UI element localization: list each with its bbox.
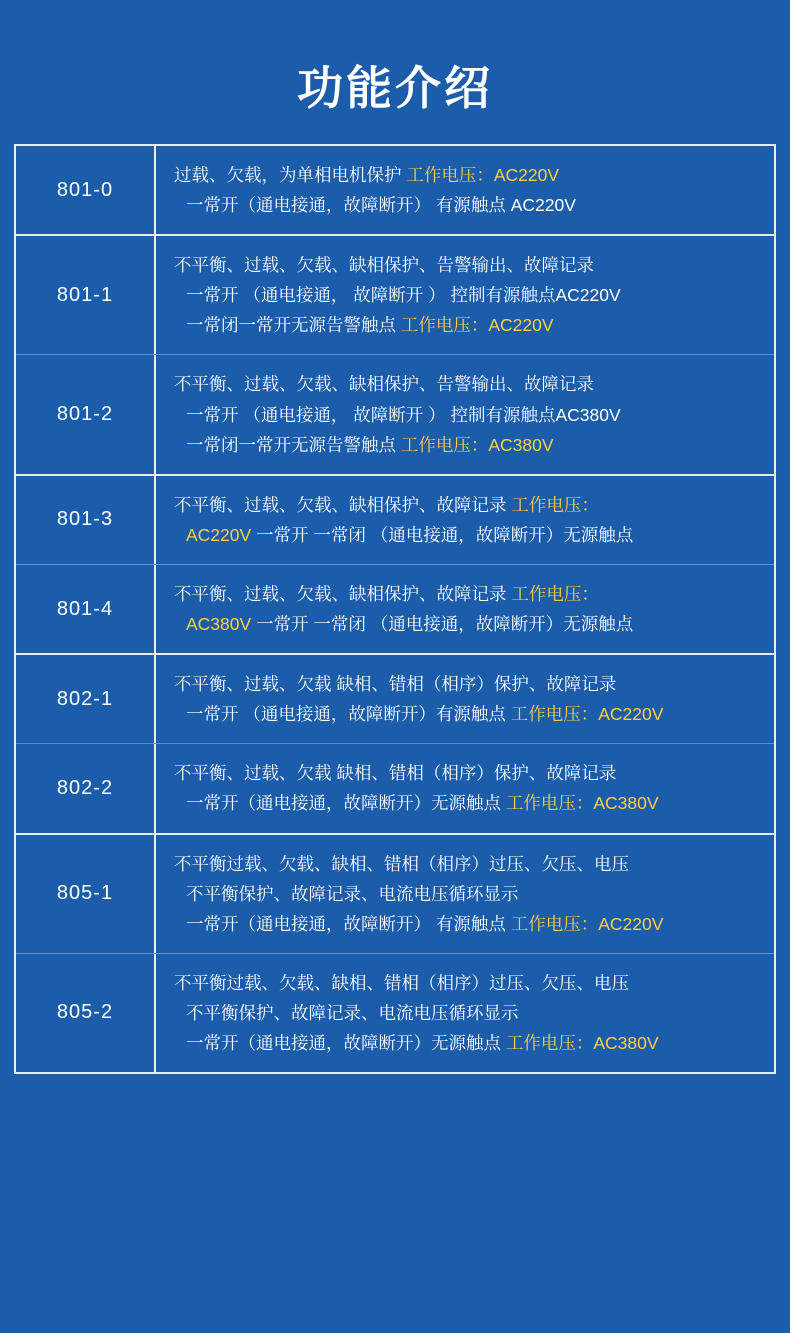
table-row: [16, 355, 774, 473]
feature-description-line: [174, 879, 764, 909]
table-row: [16, 655, 774, 744]
feature-description-line: [174, 699, 764, 729]
voltage-highlight-text: AC220V: [186, 524, 252, 545]
feature-text: 一常开（通电接通，故障断开）无源触点: [186, 793, 506, 814]
feature-description-line: [174, 250, 764, 280]
feature-description-line: [174, 430, 764, 460]
feature-group: [16, 476, 774, 655]
voltage-highlight-text: 工作电压：AC220V: [400, 315, 554, 336]
feature-description-line: [174, 1028, 764, 1058]
feature-description-cell: [156, 744, 774, 832]
table-row: [16, 565, 774, 653]
feature-table: [14, 144, 776, 1074]
feature-text: 一常开 （通电接通， 故障断开 ） 控制有源触点AC220V: [186, 285, 621, 306]
feature-text: 一常开（通电接通，故障断开）无源触点: [186, 1032, 506, 1053]
feature-text: 不平衡、过载、欠载 缺相、错相（相序）保护、故障记录: [174, 674, 617, 695]
voltage-highlight-text: 工作电压：AC380V: [505, 793, 659, 814]
feature-description-line: [174, 669, 764, 699]
feature-text: 一常闭一常开无源告警触点: [186, 315, 401, 336]
feature-description-cell: [156, 655, 774, 743]
voltage-highlight-text: 工作电压：AC220V: [406, 165, 560, 185]
feature-description-line: [174, 190, 764, 220]
feature-text: 不平衡、过载、欠载、缺相保护、告警输出、故障记录: [174, 255, 594, 276]
feature-description-line: [174, 788, 764, 818]
feature-description-line: [174, 909, 764, 939]
feature-description-line: [174, 490, 764, 520]
model-code-cell: 802-1: [16, 655, 156, 743]
feature-text: 一常开（通电接通，故障断开） 有源触点: [186, 913, 511, 934]
feature-text: 一常开 一常闭 （通电接通，故障断开）无源触点: [251, 524, 634, 545]
model-code-cell: 805-2: [16, 954, 156, 1072]
feature-text: 不平衡过载、欠载、缺相、错相（相序）过压、欠压、电压: [174, 972, 629, 993]
feature-description-line: [174, 400, 764, 430]
feature-description-cell: [156, 476, 774, 564]
feature-group: [16, 146, 774, 236]
feature-description-cell: [156, 355, 774, 473]
feature-description-cell: [156, 954, 774, 1072]
voltage-highlight-text: 工作电压：AC220V: [510, 913, 664, 934]
voltage-highlight-text: 工作电压：: [511, 494, 599, 515]
table-row: [16, 954, 774, 1072]
table-row: [16, 236, 774, 355]
feature-description-line: [174, 160, 764, 190]
table-row: [16, 744, 774, 832]
feature-text: 不平衡保护、故障记录、电流电压循环显示: [186, 883, 519, 904]
feature-description-line: [174, 280, 764, 310]
voltage-highlight-text: 工作电压：AC220V: [510, 704, 664, 725]
feature-group: [16, 236, 774, 476]
feature-description-line: [174, 579, 764, 609]
table-row: [16, 835, 774, 954]
feature-description-line: [174, 758, 764, 788]
model-code-cell: 805-1: [16, 835, 156, 953]
feature-text: 不平衡、过载、欠载、缺相保护、故障记录: [174, 494, 512, 515]
feature-description-cell: [156, 565, 774, 653]
table-row: [16, 146, 774, 234]
feature-table-body: [16, 146, 774, 1072]
page-title: 功能介绍: [297, 62, 493, 114]
feature-description-cell: [156, 146, 774, 234]
voltage-highlight-text: 工作电压：AC380V: [505, 1032, 659, 1053]
model-code-cell: 801-4: [16, 565, 156, 653]
feature-text: 一常闭一常开无源告警触点: [186, 434, 401, 455]
feature-description-cell: [156, 835, 774, 953]
feature-description-line: [174, 310, 764, 340]
feature-text: 不平衡、过载、欠载、缺相保护、故障记录: [174, 583, 512, 604]
feature-text: 一常开 一常闭 （通电接通，故障断开）无源触点: [251, 614, 634, 635]
voltage-highlight-text: 工作电压：AC380V: [400, 434, 554, 455]
feature-description-line: [174, 369, 764, 399]
feature-text: 不平衡、过载、欠载 缺相、错相（相序）保护、故障记录: [174, 763, 617, 784]
voltage-highlight-text: 工作电压：: [511, 583, 599, 604]
voltage-highlight-text: AC380V: [186, 614, 252, 635]
feature-description-line: [174, 609, 764, 639]
feature-text: 不平衡、过载、欠载、缺相保护、告警输出、故障记录: [174, 374, 594, 395]
model-code-cell: 801-0: [16, 146, 156, 234]
model-code-cell: 801-3: [16, 476, 156, 564]
model-code-cell: 802-2: [16, 744, 156, 832]
table-row: [16, 476, 774, 565]
feature-description-line: [174, 968, 764, 998]
feature-text: 不平衡保护、故障记录、电流电压循环显示: [186, 1002, 519, 1023]
model-code-cell: 801-2: [16, 355, 156, 473]
feature-description-cell: [156, 236, 774, 354]
model-code-cell: 801-1: [16, 236, 156, 354]
feature-text: 一常开 （通电接通，故障断开）有源触点: [186, 704, 511, 725]
feature-description-line: [174, 998, 764, 1028]
feature-description-line: [174, 849, 764, 879]
feature-text: 一常开（通电接通，故障断开） 有源触点 AC220V: [186, 195, 576, 216]
feature-text: 过载、欠载，为单相电机保护: [174, 165, 402, 185]
feature-description-line: [174, 520, 764, 550]
feature-group: [16, 835, 774, 1073]
feature-group: [16, 655, 774, 834]
feature-text: 一常开 （通电接通， 故障断开 ） 控制有源触点AC380V: [186, 404, 621, 425]
feature-text: 不平衡过载、欠载、缺相、错相（相序）过压、欠压、电压: [174, 853, 629, 874]
